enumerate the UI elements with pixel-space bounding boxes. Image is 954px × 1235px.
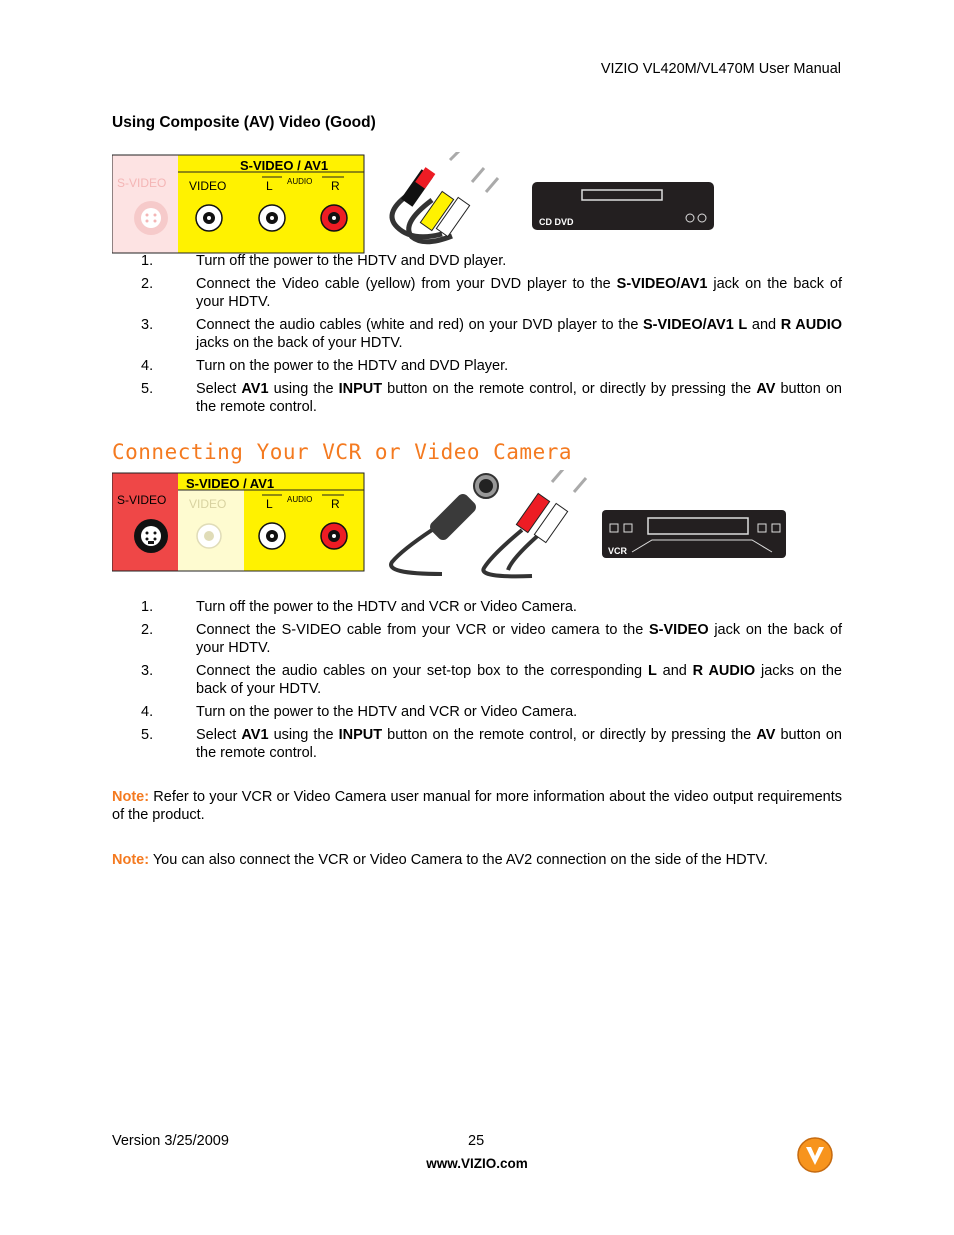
step-text: Turn on the power to the HDTV and VCR or Video Camera.: [196, 704, 578, 720]
video-jack-icon: [197, 524, 221, 548]
step-number: 1.: [141, 253, 154, 269]
composite-connection-illustration: [112, 152, 722, 254]
step-text: jacks on the back of your HDTV.: [196, 663, 842, 697]
step-item: [112, 380, 842, 416]
step-emphasis: AV1: [241, 727, 269, 743]
step-number: 4.: [141, 704, 154, 720]
step-emphasis: AV: [756, 727, 776, 743]
step-emphasis: AV: [756, 381, 776, 397]
vcr-steps-list: [112, 598, 842, 767]
audio-r-label: R: [331, 179, 340, 193]
step-item: [112, 275, 842, 311]
step-item: [112, 357, 842, 375]
video-jack-icon: [196, 205, 222, 231]
audio-l-label: L: [266, 497, 273, 511]
step-text: Turn on the power to the HDTV and DVD Player.: [196, 358, 509, 374]
step-number: 5.: [141, 381, 154, 397]
svideo-jack-icon: [134, 201, 168, 235]
step-emphasis: S-VIDEO: [649, 622, 709, 638]
audio-r-label: R: [331, 497, 340, 511]
audio-l-jack-icon: [259, 523, 285, 549]
step-text: using the: [268, 727, 339, 743]
note-av2: [112, 851, 842, 869]
note-text: Refer to your VCR or Video Camera user manual for more information about the video output requirements of the product.: [112, 789, 842, 823]
dvd-player-icon: [532, 182, 714, 230]
vizio-logo-icon: [796, 1136, 836, 1176]
step-text: Connect the Video cable (yellow) from your DVD player to the: [196, 276, 617, 292]
step-emphasis: R AUDIO: [692, 663, 756, 679]
step-item: [112, 703, 842, 721]
step-text: button on the remote control.: [196, 381, 842, 415]
step-text: using the: [268, 381, 339, 397]
step-item: [112, 252, 842, 270]
note-text: You can also connect the VCR or Video Camera to the AV2 connection on the side of the HDTV.: [149, 852, 768, 868]
footer-url: www.VIZIO.com: [426, 1156, 528, 1171]
av1-panel: [112, 155, 364, 253]
step-number: 2.: [141, 276, 154, 292]
dvd-device-label: CD DVD: [539, 217, 574, 227]
step-emphasis: S-VIDEO/AV1 L: [643, 317, 748, 333]
av1-panel: [112, 473, 364, 571]
step-emphasis: R AUDIO: [780, 317, 843, 333]
step-emphasis: INPUT: [338, 381, 383, 397]
audio-l-label: L: [266, 179, 273, 193]
header-title: VIZIO VL420M/VL470M User Manual: [600, 61, 841, 77]
step-text: and: [656, 663, 693, 679]
step-item: [112, 621, 842, 657]
panel-header: S-VIDEO / AV1: [186, 476, 275, 491]
step-number: 3.: [141, 663, 154, 679]
step-text: jacks on the back of your HDTV.: [196, 335, 403, 351]
note-label: Note:: [112, 789, 150, 805]
step-number: 1.: [141, 599, 154, 615]
page-number: 25: [468, 1133, 485, 1149]
note-label: Note:: [112, 852, 150, 868]
step-number: 4.: [141, 358, 154, 374]
svideo-label: S-VIDEO: [117, 176, 167, 190]
step-emphasis: INPUT: [338, 727, 383, 743]
step-number: 2.: [141, 622, 154, 638]
step-text: Turn off the power to the HDTV and DVD player.: [196, 253, 507, 269]
svideo-label: S-VIDEO: [117, 493, 167, 507]
section-title-vcr: Connecting Your VCR or Video Camera: [112, 440, 573, 464]
step-text: Connect the audio cables (white and red) on your DVD player to the: [196, 317, 644, 333]
step-item: [112, 662, 842, 698]
step-number: 3.: [141, 317, 154, 333]
step-emphasis: L: [647, 663, 657, 679]
vcr-device-label: VCR: [608, 546, 628, 556]
step-item: [112, 598, 842, 616]
video-label: VIDEO: [189, 179, 227, 193]
vcr-icon: [602, 510, 786, 558]
step-text: jack on the back of your HDTV.: [196, 276, 842, 310]
note-vcr-manual: [112, 788, 842, 824]
step-emphasis: S-VIDEO/AV1: [616, 276, 708, 292]
rca-cable-icon: [392, 152, 498, 242]
section-title-composite: Using Composite (AV) Video (Good): [112, 114, 376, 131]
audio-label: AUDIO: [287, 495, 313, 504]
audio-label: AUDIO: [287, 177, 313, 186]
step-text: and: [747, 317, 781, 333]
audio-l-jack-icon: [259, 205, 285, 231]
panel-header: S-VIDEO / AV1: [240, 158, 329, 173]
step-text: Select: [196, 381, 242, 397]
step-number: 5.: [141, 727, 154, 743]
svideo-connection-illustration: [112, 470, 792, 580]
step-text: Connect the S-VIDEO cable from your VCR or video camera to the: [196, 622, 649, 638]
footer-version: Version 3/25/2009: [112, 1133, 229, 1149]
step-text: Turn off the power to the HDTV and VCR or Video Camera.: [196, 599, 577, 615]
svideo-cable-icon: [391, 474, 498, 574]
audio-r-jack-icon: [321, 205, 347, 231]
video-label: VIDEO: [189, 497, 227, 511]
step-text: button on the remote control.: [196, 727, 842, 761]
step-text: Connect the audio cables on your set-top box to the corresponding: [196, 663, 648, 679]
step-text: button on the remote control, or directly by pressing the: [382, 727, 757, 743]
svideo-jack-icon: [134, 519, 168, 553]
step-emphasis: AV1: [241, 381, 269, 397]
step-text: Select: [196, 727, 242, 743]
audio-r-jack-icon: [321, 523, 347, 549]
step-text: jack on the back of your HDTV.: [196, 622, 842, 656]
step-text: button on the remote control, or directly by pressing the: [382, 381, 757, 397]
step-item: [112, 316, 842, 352]
composite-steps-list: [112, 252, 842, 421]
step-item: [112, 726, 842, 762]
